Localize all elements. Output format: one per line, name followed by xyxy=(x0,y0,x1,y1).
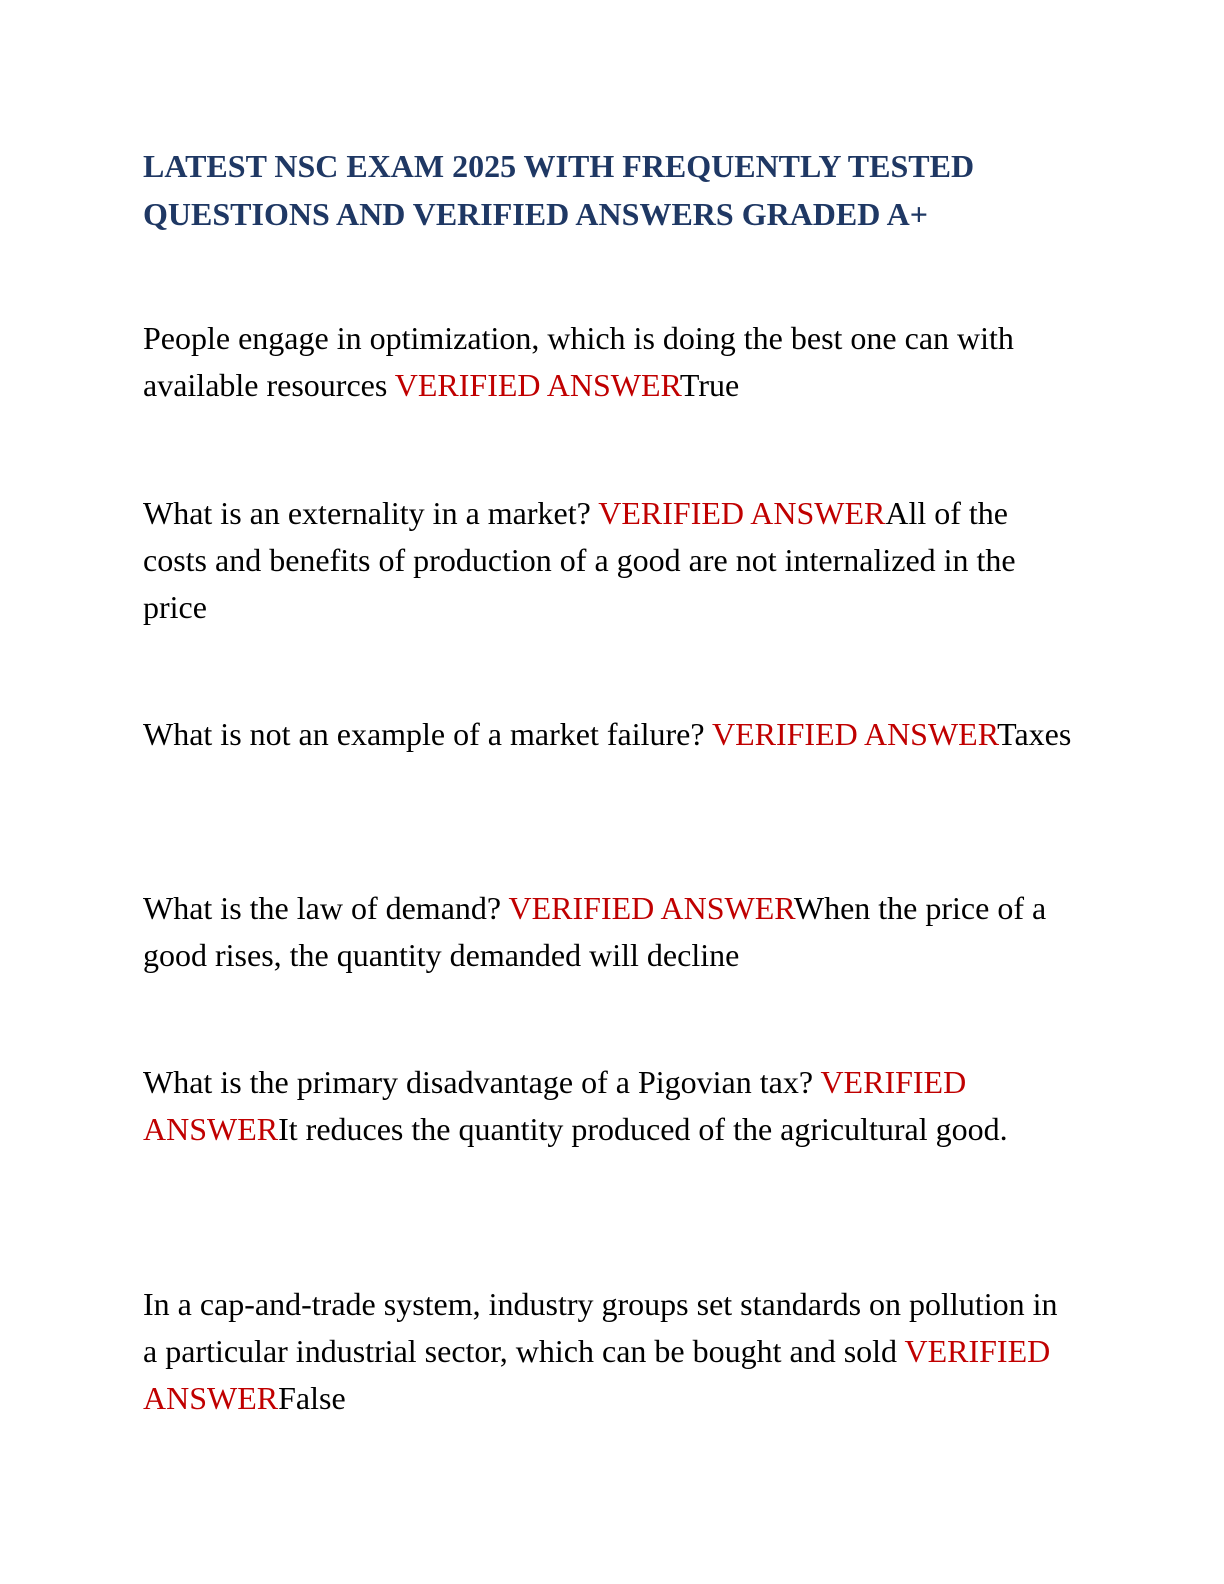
question-text: What is an externality in a market? xyxy=(143,495,599,531)
question-text: People engage in optimization, which is doing the best one can with available resources xyxy=(143,320,1014,403)
question-text: What is the primary disadvantage of a Pigovian tax? xyxy=(143,1064,821,1100)
question-text: What is the law of demand? xyxy=(143,890,509,926)
verified-answer-marker: VERIFIED ANSWER xyxy=(508,890,794,926)
answer-text: All of the costs and benefits of production of a good are not internalized in the price xyxy=(143,495,1016,625)
qa-item xyxy=(143,1059,1078,1153)
document-title: LATEST NSC EXAM 2025 WITH FREQUENTLY TESTED QUESTIONS AND VERIFIED ANSWERS GRADED A+ xyxy=(143,148,975,232)
qa-item xyxy=(143,490,1078,631)
verified-answer-marker: VERIFIED ANSWER xyxy=(143,1333,1051,1416)
qa-item xyxy=(143,711,1078,758)
answer-text: When the price of a good rises, the quantity demanded will decline xyxy=(143,890,1047,973)
question-text: What is not an example of a market failure? xyxy=(143,716,712,752)
qa-item xyxy=(143,1281,1078,1422)
answer-text: Taxes xyxy=(997,716,1072,752)
verified-answer-marker: VERIFIED ANSWER xyxy=(598,495,886,531)
answer-text: False xyxy=(278,1380,346,1416)
answer-text: True xyxy=(679,367,740,403)
answer-text: It reduces the quantity produced of the agricultural good. xyxy=(278,1111,1008,1147)
qa-item xyxy=(143,885,1078,979)
verified-answer-marker: VERIFIED ANSWER xyxy=(394,367,680,403)
question-text: In a cap-and-trade system, industry groups set standards on pollution in a particular industrial sector, which can be bought and sold xyxy=(143,1286,1058,1369)
verified-answer-marker: VERIFIED ANSWER xyxy=(143,1064,967,1147)
verified-answer-marker: VERIFIED ANSWER xyxy=(711,716,998,752)
qa-item xyxy=(143,315,1078,409)
